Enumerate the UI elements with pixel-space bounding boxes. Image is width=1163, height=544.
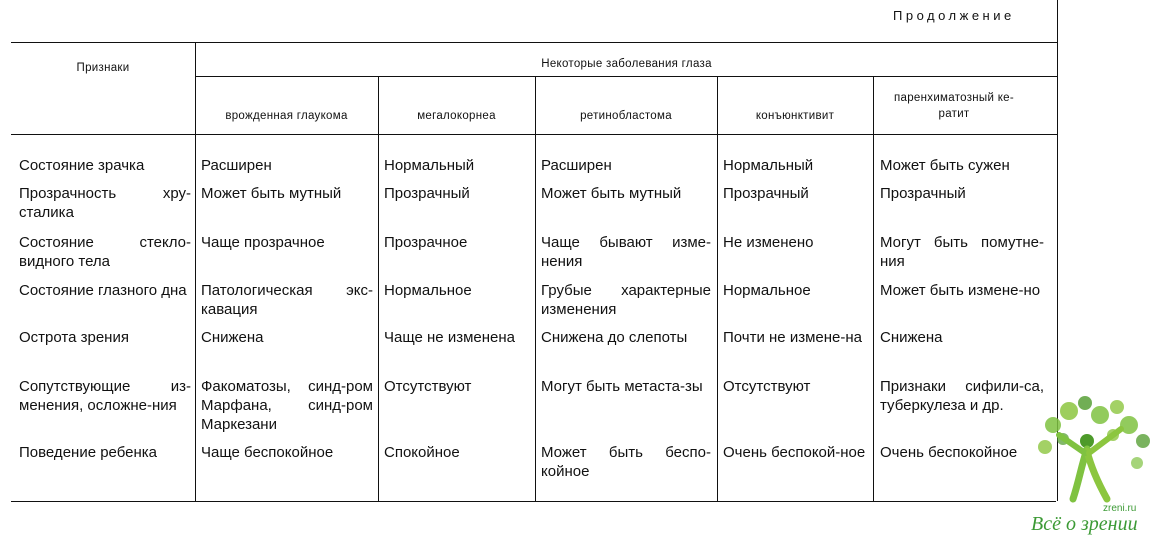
table-cell: Могут быть помутне-ния	[880, 234, 1044, 270]
table-cell: Спокойное	[384, 444, 460, 461]
bottom-rule	[11, 501, 1056, 502]
header-features: Признаки	[76, 62, 130, 74]
table-cell: Может быть измене-но	[880, 282, 1041, 299]
row-feature: Поведение ребенка	[19, 444, 158, 461]
table-cell: Чаще не изменена	[384, 329, 515, 346]
table-cell: Может быть мутный	[201, 185, 342, 202]
row-feature: Состояние зрачка	[19, 157, 145, 174]
row-feature: Состояние глазного дна	[19, 282, 187, 299]
table-cell: Отсутствуют	[723, 378, 811, 395]
table-cell: Снижена до слепоты	[541, 329, 688, 346]
table-cell: Признаки сифили-са, туберкулеза и др.	[880, 378, 1044, 414]
table-cell: Очень беспокойное	[880, 444, 1018, 461]
table-cell: Не изменено	[723, 234, 814, 251]
col-divider-5	[873, 76, 874, 501]
row-feature: Сопутствующие из-менения, осложне-ния	[19, 378, 191, 414]
table-cell: Почти не измене-на	[723, 329, 862, 346]
table-cell: Снижена	[880, 329, 943, 346]
table-cell: Нормальное	[384, 282, 472, 299]
table-cell: Отсутствуют	[384, 378, 472, 395]
col-divider-3	[535, 76, 536, 501]
tree-leaves-icon	[1038, 396, 1150, 469]
watermark-logo	[1025, 395, 1163, 544]
header-disease-group: Некоторые заболевания глаза	[541, 58, 712, 70]
watermark-site: zreni.ru	[1103, 503, 1137, 514]
table-cell: Прозрачное	[384, 234, 468, 251]
group-rule	[195, 76, 1058, 77]
header-disease-5: паренхиматозный ке-ратит	[894, 92, 1014, 120]
table-cell: Прозрачный	[880, 185, 966, 202]
table-cell: Чаще беспокойное	[201, 444, 334, 461]
top-rule	[11, 42, 1058, 43]
header-disease-3: ретинобластома	[580, 110, 672, 122]
table-cell: Может быть мутный	[541, 185, 682, 202]
table-cell: Прозрачный	[723, 185, 809, 202]
table-cell: Нормальный	[723, 157, 814, 174]
table-cell: Может быть сужен	[880, 157, 1010, 174]
table-cell: Грубые характерные изменения	[541, 282, 711, 318]
col-divider-4	[717, 76, 718, 501]
table-cell: Расширен	[201, 157, 272, 174]
table-cell: Нормальное	[723, 282, 811, 299]
table-cell: Может быть беспо-койное	[541, 444, 711, 480]
col-divider-2	[378, 76, 379, 501]
row-feature: Состояние стекло-видного тела	[19, 234, 191, 270]
watermark-slogan: Всё о зрении	[1031, 513, 1138, 535]
table-cell: Снижена	[201, 329, 264, 346]
continuation-label: Продолжение	[893, 8, 1015, 23]
figure-icon	[1059, 429, 1121, 499]
row-feature: Прозрачность хру-сталика	[19, 185, 191, 221]
header-disease-2: мегалокорнеа	[417, 110, 496, 122]
table-cell: Патологическая экс-кавация	[201, 282, 373, 318]
table-cell: Чаще бывают изме-нения	[541, 234, 711, 270]
row-feature: Острота зрения	[19, 329, 129, 346]
table-cell: Прозрачный	[384, 185, 470, 202]
table-cell: Чаще прозрачное	[201, 234, 325, 251]
table-cell: Расширен	[541, 157, 612, 174]
table-cell: Очень беспокой-ное	[723, 444, 866, 461]
table-cell: Могут быть метаста-зы	[541, 378, 703, 395]
table-cell: Нормальный	[384, 157, 475, 174]
header-disease-1: врожденная глаукома	[225, 110, 348, 122]
table-cell: Факоматозы, синд-ром Марфана, синд-ром Маркезани	[201, 378, 373, 433]
header-disease-4: конъюнктивит	[755, 110, 835, 122]
